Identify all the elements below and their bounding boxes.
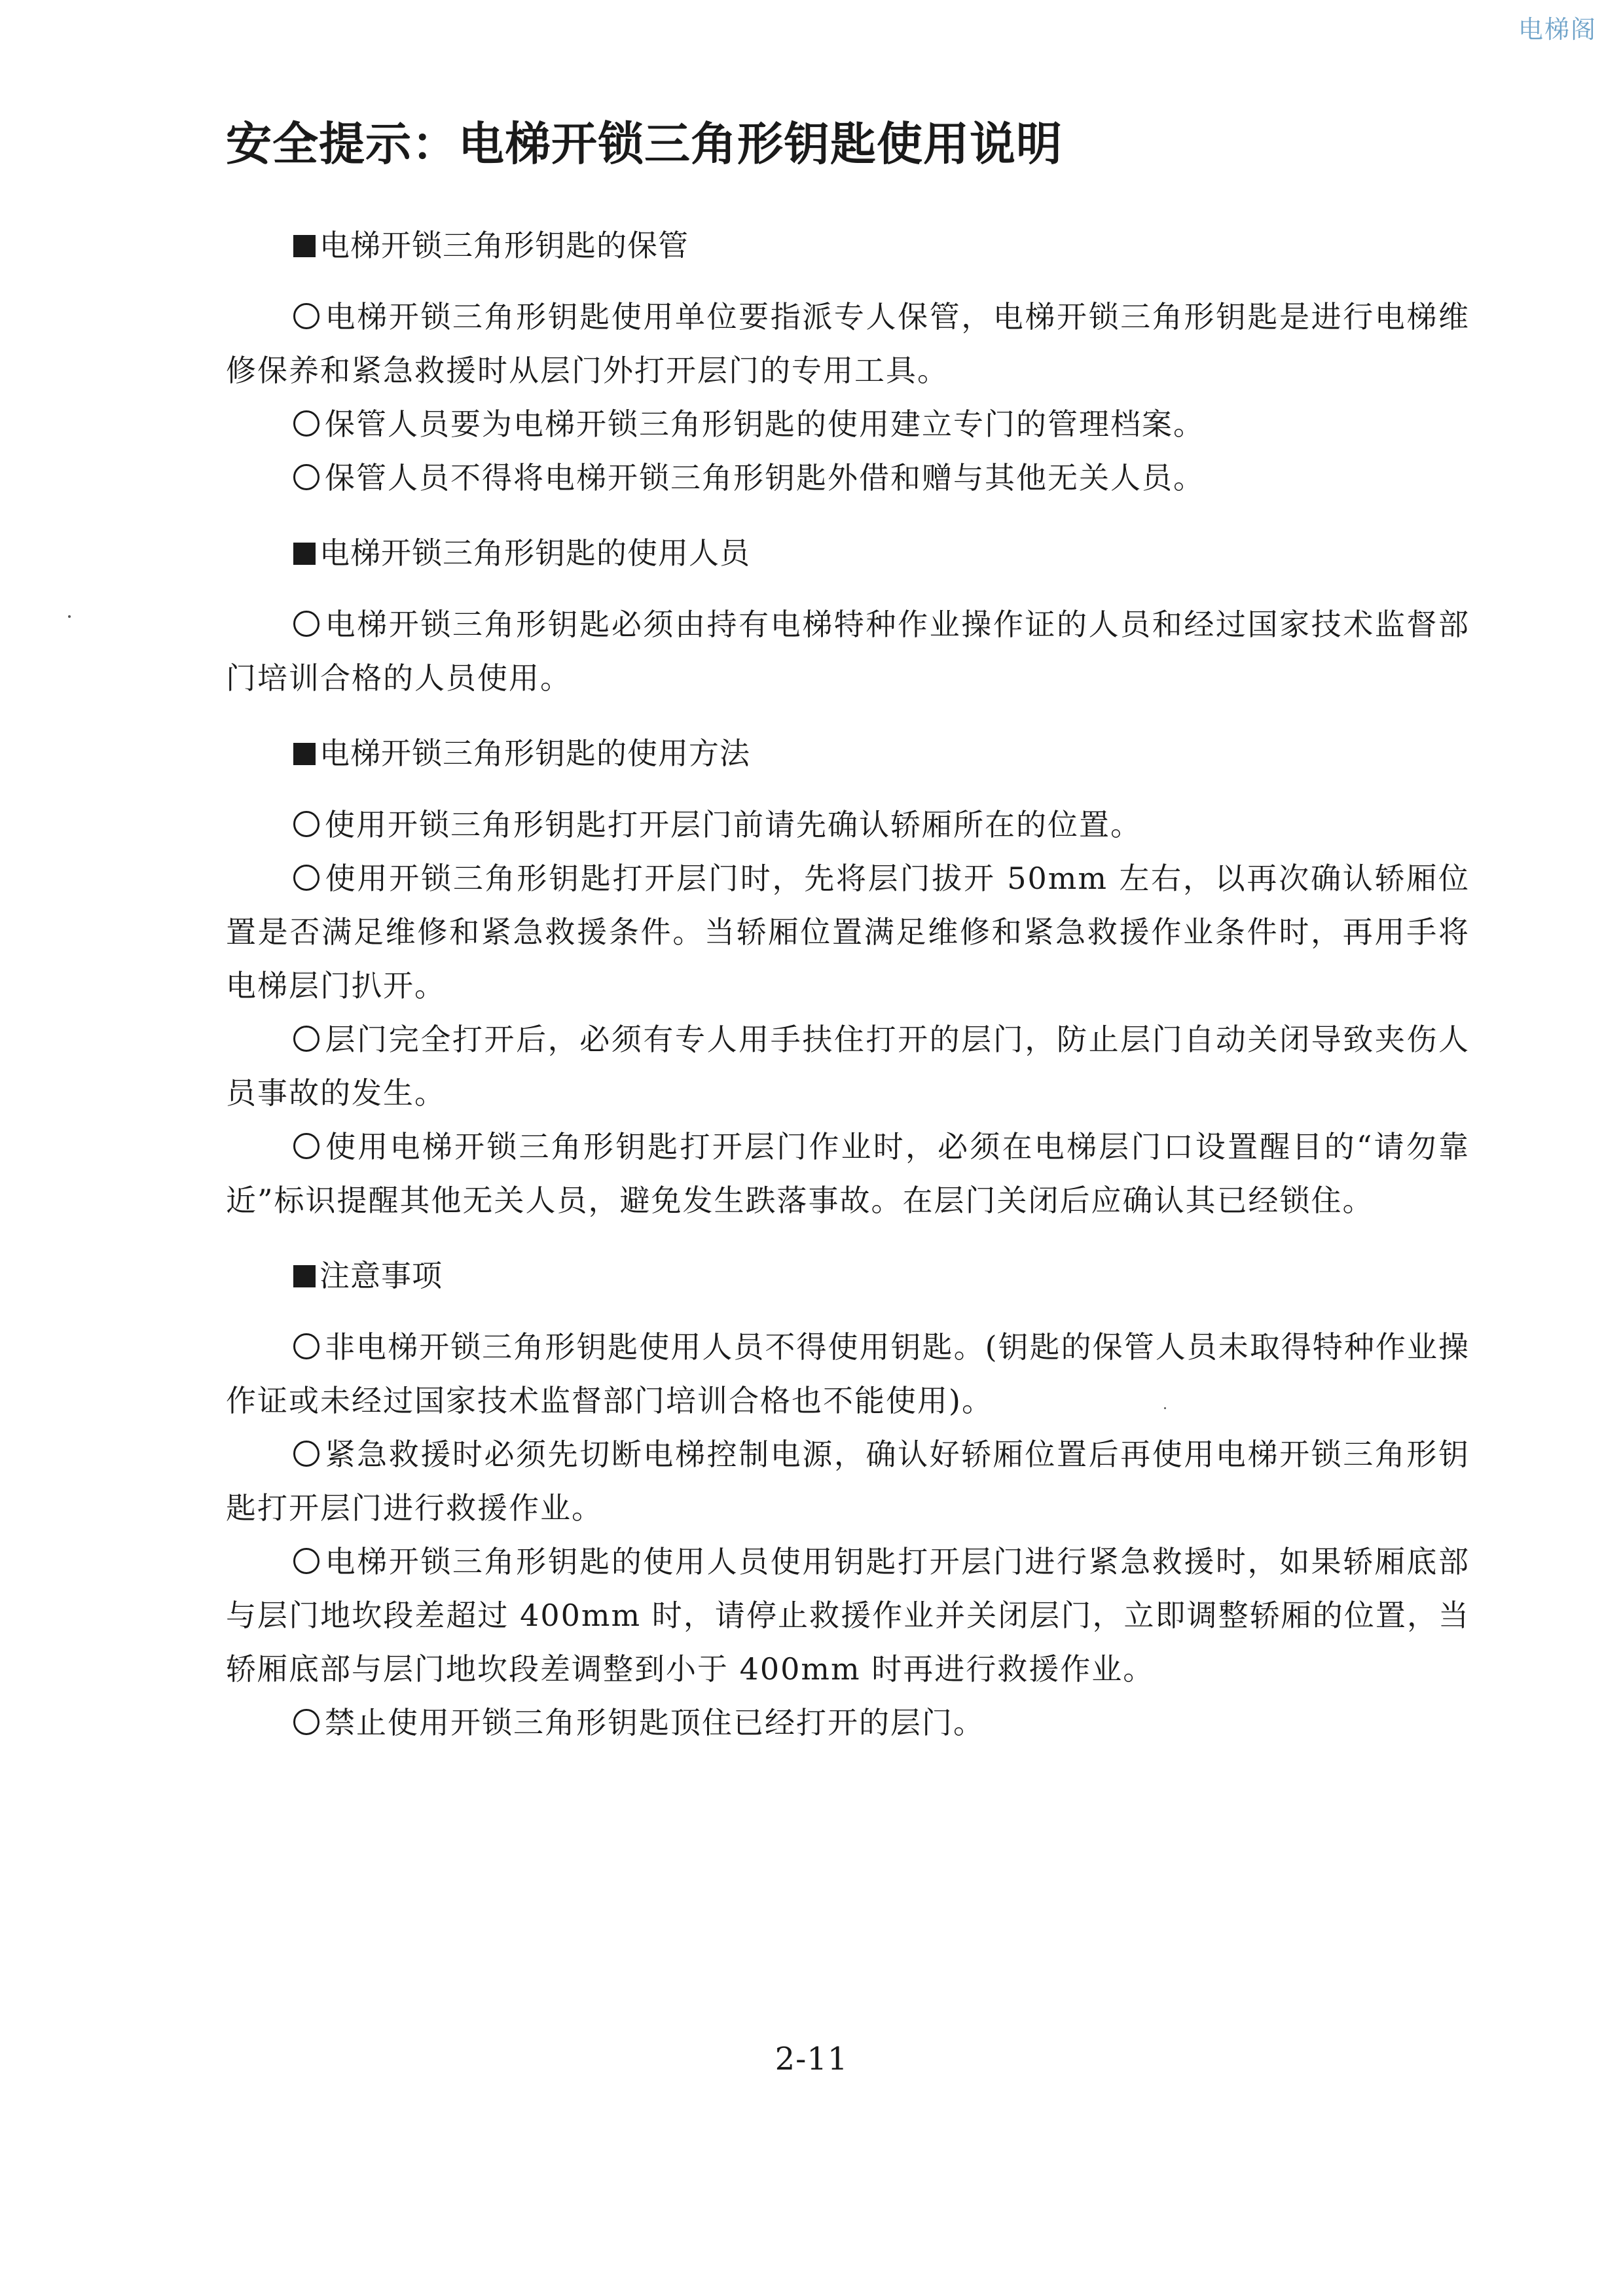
section-key-users bbox=[226, 527, 1470, 705]
circle-bullet-icon bbox=[293, 1026, 319, 1052]
section-heading-text: 注意事项 bbox=[319, 1258, 443, 1293]
section-heading bbox=[226, 527, 1470, 579]
paragraph bbox=[226, 290, 1470, 397]
paragraph-text: 使用电梯开锁三角形钥匙打开层门作业时，必须在电梯层门口设置醒目的“请勿靠近”标识提醒其他无关人员，避免发生跌落事故。在层门关闭后应确认其已经锁住。 bbox=[226, 1129, 1470, 1218]
section-heading bbox=[226, 1249, 1470, 1302]
square-bullet-icon bbox=[293, 543, 316, 565]
circle-bullet-icon bbox=[293, 410, 319, 437]
page-title: 安全提示：电梯开锁三角形钥匙使用说明 bbox=[226, 117, 1063, 171]
section-precautions bbox=[226, 1249, 1470, 1749]
section-heading-text: 电梯开锁三角形钥匙的使用方法 bbox=[319, 736, 750, 771]
square-bullet-icon bbox=[293, 743, 316, 765]
paragraph-text: 禁止使用开锁三角形钥匙顶住已经打开的层门。 bbox=[325, 1705, 985, 1740]
page-number: 2-11 bbox=[775, 2041, 848, 2077]
document-body bbox=[226, 219, 1470, 1772]
paragraph bbox=[226, 798, 1470, 852]
circle-bullet-icon bbox=[293, 1709, 319, 1735]
section-heading-text: 电梯开锁三角形钥匙的保管 bbox=[319, 228, 689, 263]
paragraph bbox=[226, 1013, 1470, 1120]
paragraph bbox=[226, 1696, 1470, 1749]
paragraph-text: 紧急救援时必须先切断电梯控制电源，确认好轿厢位置后再使用电梯开锁三角形钥匙打开层门进行救援作业。 bbox=[226, 1437, 1470, 1526]
circle-bullet-icon bbox=[293, 865, 319, 891]
circle-bullet-icon bbox=[293, 1441, 319, 1467]
scan-speck bbox=[68, 615, 71, 618]
circle-bullet-icon bbox=[293, 611, 319, 637]
circle-bullet-icon bbox=[293, 464, 319, 490]
section-heading bbox=[226, 727, 1470, 780]
paragraph bbox=[226, 1535, 1470, 1696]
paragraph bbox=[226, 1120, 1470, 1227]
paragraph-text: 使用开锁三角形钥匙打开层门前请先确认轿厢所在的位置。 bbox=[325, 807, 1142, 842]
circle-bullet-icon bbox=[293, 1548, 319, 1574]
paragraph bbox=[226, 852, 1470, 1013]
paragraph-text: 电梯开锁三角形钥匙使用单位要指派专人保管，电梯开锁三角形钥匙是进行电梯维修保养和紧急救援时从层门外打开层门的专用工具。 bbox=[226, 299, 1470, 388]
square-bullet-icon bbox=[293, 235, 316, 257]
section-key-usage bbox=[226, 727, 1470, 1227]
paragraph-text: 保管人员不得将电梯开锁三角形钥匙外借和赠与其他无关人员。 bbox=[325, 460, 1205, 495]
section-heading-text: 电梯开锁三角形钥匙的使用人员 bbox=[319, 535, 750, 571]
watermark-text: 电梯阁 bbox=[1518, 15, 1597, 44]
paragraph-text: 非电梯开锁三角形钥匙使用人员不得使用钥匙。(钥匙的保管人员未取得特种作业操作证或未经过国家技术监督部门培训合格也不能使用)。 bbox=[226, 1329, 1470, 1418]
circle-bullet-icon bbox=[293, 811, 319, 837]
section-heading bbox=[226, 219, 1470, 272]
circle-bullet-icon bbox=[293, 1133, 319, 1159]
paragraph bbox=[226, 598, 1470, 705]
circle-bullet-icon bbox=[293, 1333, 319, 1359]
section-key-custody bbox=[226, 219, 1470, 505]
paragraph-text: 层门完全打开后，必须有专人用手扶住打开的层门，防止层门自动关闭导致夹伤人员事故的发生。 bbox=[226, 1022, 1470, 1111]
paragraph bbox=[226, 1320, 1470, 1427]
paragraph-text: 保管人员要为电梯开锁三角形钥匙的使用建立专门的管理档案。 bbox=[325, 406, 1205, 442]
paragraph bbox=[226, 397, 1470, 451]
paragraph bbox=[226, 1427, 1470, 1535]
paragraph-text: 电梯开锁三角形钥匙的使用人员使用钥匙打开层门进行紧急救援时，如果轿厢底部与层门地坎段差超过 400mm 时，请停止救援作业并关闭层门，立即调整轿厢的位置，当轿厢底部与层门地坎段差调整到小于 400mm 时再进行救援作业。 bbox=[226, 1544, 1470, 1687]
scan-speck bbox=[1164, 1407, 1166, 1409]
square-bullet-icon bbox=[293, 1265, 316, 1287]
circle-bullet-icon bbox=[293, 303, 319, 329]
paragraph-text: 使用开锁三角形钥匙打开层门时，先将层门拔开 50mm 左右，以再次确认轿厢位置是否满足维修和紧急救援条件。当轿厢位置满足维修和紧急救援作业条件时，再用手将电梯层门扒开。 bbox=[226, 861, 1470, 1003]
paragraph-text: 电梯开锁三角形钥匙必须由持有电梯特种作业操作证的人员和经过国家技术监督部门培训合格的人员使用。 bbox=[226, 607, 1470, 696]
paragraph bbox=[226, 451, 1470, 505]
